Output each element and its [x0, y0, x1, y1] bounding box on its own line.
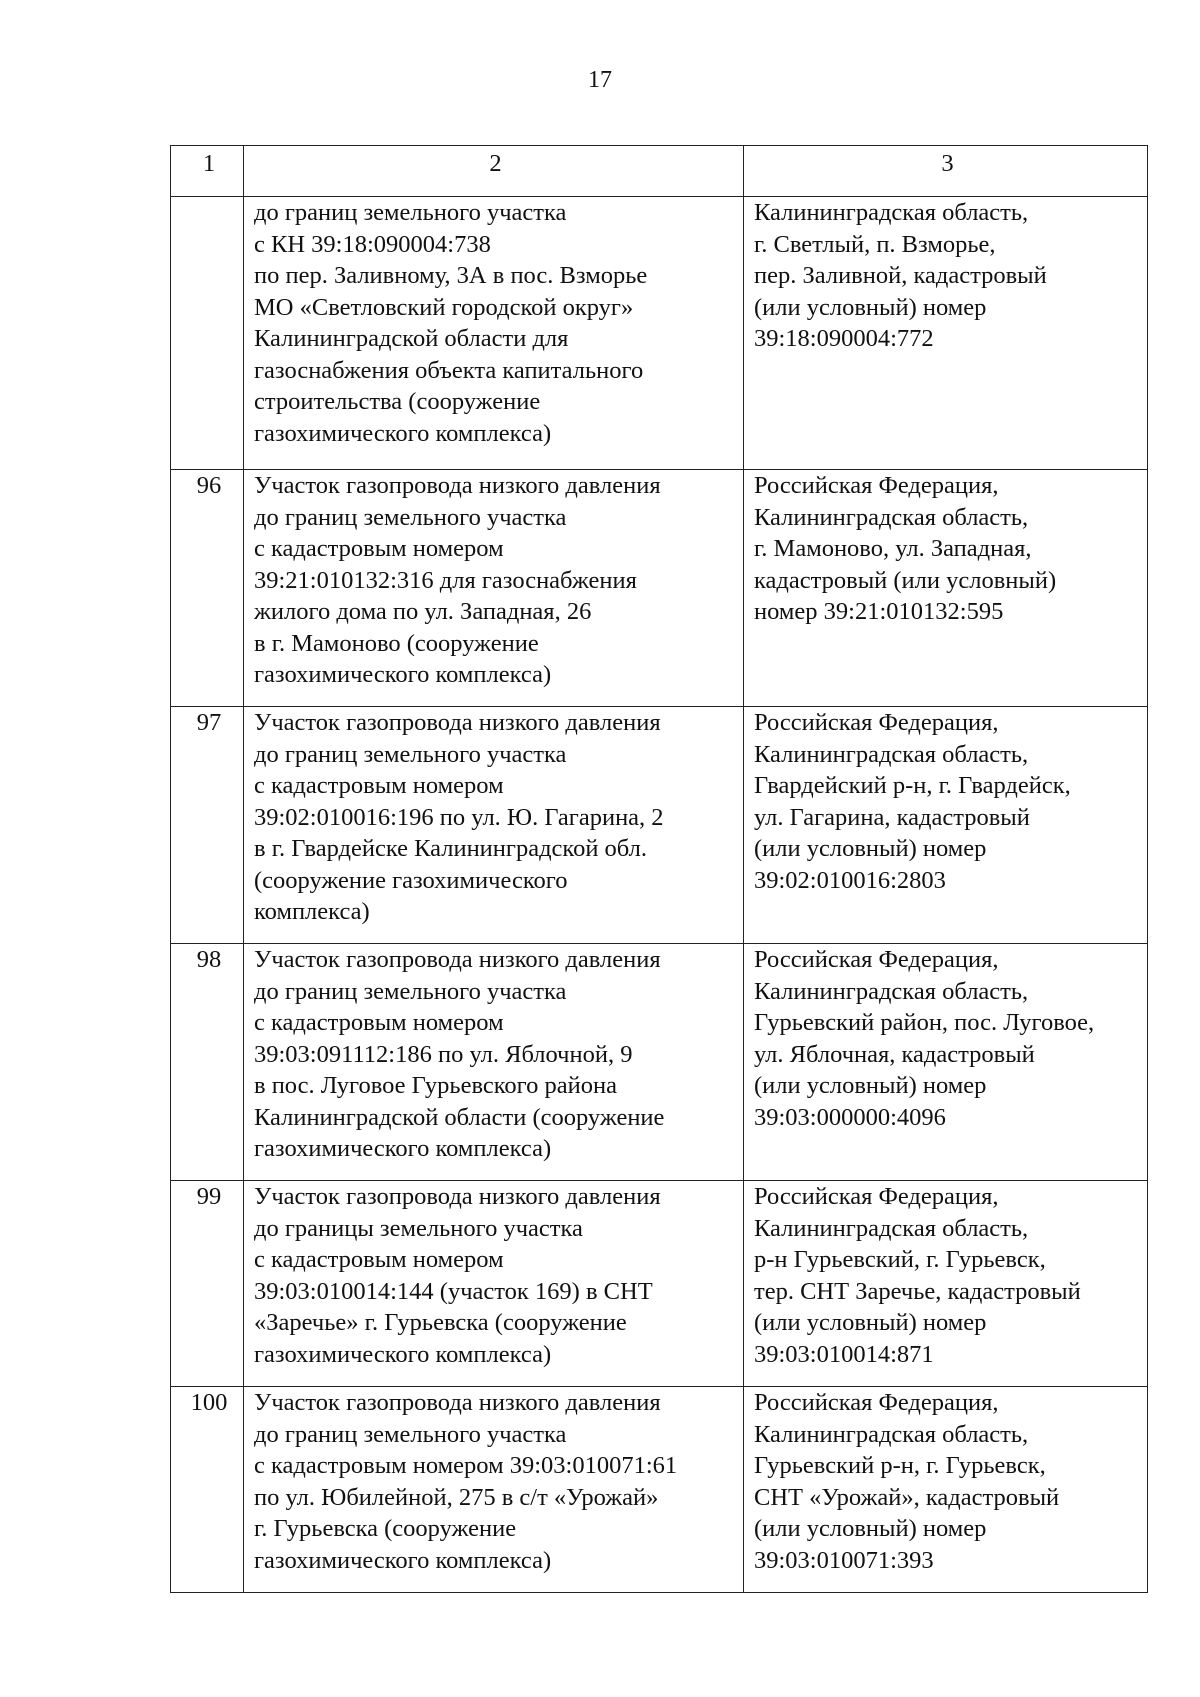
description-line: Участок газопровода низкого давления — [254, 1389, 661, 1416]
description-line: до границ земельного участка — [254, 199, 567, 226]
row-number — [171, 197, 244, 470]
description-line: Участок газопровода низкого давления — [254, 472, 661, 499]
header-cell-3: 3 — [744, 146, 1148, 197]
row-location — [744, 1181, 1148, 1387]
description-line: 39:02:010016:196 по ул. Ю. Гагарина, 2 — [254, 803, 664, 831]
location-line: г. Мамоново, ул. Западная, — [754, 535, 1032, 562]
location-line: (или условный) номер — [754, 835, 987, 862]
description-line: до границ земельного участка — [254, 977, 567, 1005]
description-line: в г. Мамоново (сооружение — [254, 629, 539, 657]
description-line: с КН 39:18:090004:738 — [254, 230, 491, 258]
location-line: Российская Федерация, — [754, 1183, 999, 1210]
location-line: Калининградская область, — [754, 1420, 1029, 1448]
description-line: строительства (сооружение — [254, 388, 541, 415]
table-row — [171, 707, 1148, 944]
location-line: ул. Яблочная, кадастровый — [754, 1040, 1035, 1068]
table-row — [171, 944, 1148, 1181]
description-line: г. Гурьевска (сооружение — [254, 1515, 517, 1542]
row-description — [244, 707, 744, 944]
description-line: с кадастровым номером — [254, 1246, 504, 1273]
description-line: до границ земельного участка — [254, 740, 567, 768]
location-line: Гурьевский р-н, г. Гурьевск, — [754, 1452, 1046, 1479]
location-line: (или условный) номер — [754, 1309, 987, 1336]
description-line: по ул. Юбилейной, 275 в с/т «Урожай» — [254, 1483, 659, 1511]
row-location — [744, 470, 1148, 707]
table-row — [171, 1387, 1148, 1593]
location-line: р-н Гурьевский, г. Гурьевск, — [754, 1246, 1046, 1273]
table-header-row — [171, 146, 1148, 197]
location-line: Гвардейский р-н, г. Гвардейск, — [754, 772, 1071, 799]
location-line: (или условный) номер — [754, 293, 987, 321]
description-line: газохимического комплекса) — [254, 1546, 552, 1574]
description-line: газохимического комплекса) — [254, 661, 552, 688]
description-line: до границы земельного участка — [254, 1214, 583, 1242]
row-number: 100 — [171, 1387, 244, 1593]
location-line: Российская Федерация, — [754, 709, 999, 736]
description-line: Участок газопровода низкого давления — [254, 709, 661, 736]
description-line: до границ земельного участка — [254, 1420, 567, 1448]
location-line: Калининградская область, — [754, 740, 1029, 768]
location-line: Калининградская область, — [754, 1214, 1029, 1242]
row-description — [244, 1181, 744, 1387]
row-location — [744, 944, 1148, 1181]
location-line: 39:02:010016:2803 — [754, 866, 946, 894]
row-location — [744, 1387, 1148, 1593]
row-description — [244, 197, 744, 470]
row-number: 99 — [171, 1181, 244, 1387]
header-cell-2: 2 — [244, 146, 744, 197]
registry-table — [170, 145, 1148, 1593]
description-line: до границ земельного участка — [254, 503, 567, 531]
row-location — [744, 707, 1148, 944]
location-line: 39:18:090004:772 — [754, 325, 934, 352]
row-location — [744, 197, 1148, 470]
location-line: тер. СНТ Заречье, кадастровый — [754, 1277, 1081, 1305]
description-line: газохимического комплекса) — [254, 1135, 552, 1162]
description-line: «Заречье» г. Гурьевска (сооружение — [254, 1309, 627, 1336]
location-line: ул. Гагарина, кадастровый — [754, 803, 1030, 831]
description-line: жилого дома по ул. Западная, 26 — [254, 598, 592, 625]
description-line: Участок газопровода низкого давления — [254, 1183, 661, 1210]
description-line: газоснабжения объекта капитального — [254, 356, 644, 384]
description-line: 39:03:091112:186 по ул. Яблочной, 9 — [254, 1040, 633, 1068]
location-line: Российская Федерация, — [754, 1389, 999, 1416]
location-line: кадастровый (или условный) — [754, 566, 1057, 594]
description-line: Калининградской области (сооружение — [254, 1103, 665, 1131]
location-line: 39:03:010071:393 — [754, 1546, 934, 1574]
header-cell-1: 1 — [171, 146, 244, 197]
location-line: (или условный) номер — [754, 1515, 987, 1542]
location-line: Российская Федерация, — [754, 946, 999, 973]
description-line: с кадастровым номером — [254, 1009, 504, 1036]
location-line: Калининградская область, — [754, 503, 1029, 531]
description-line: 39:03:010014:144 (участок 169) в СНТ — [254, 1277, 653, 1305]
table-row — [171, 470, 1148, 707]
table-row — [171, 197, 1148, 470]
description-line: в пос. Луговое Гурьевского района — [254, 1072, 617, 1099]
location-line: (или условный) номер — [754, 1072, 987, 1099]
description-line: Участок газопровода низкого давления — [254, 946, 661, 973]
row-description — [244, 470, 744, 707]
location-line: 39:03:010014:871 — [754, 1340, 934, 1368]
location-line: Гурьевский район, пос. Луговое, — [754, 1009, 1095, 1036]
description-line: с кадастровым номером 39:03:010071:61 — [254, 1452, 678, 1479]
location-line: Калининградская область, — [754, 977, 1029, 1005]
location-line: пер. Заливной, кадастровый — [754, 262, 1047, 289]
location-line: СНТ «Урожай», кадастровый — [754, 1483, 1060, 1511]
row-description — [244, 1387, 744, 1593]
row-description — [244, 944, 744, 1181]
description-line: с кадастровым номером — [254, 772, 504, 799]
location-line: Российская Федерация, — [754, 472, 999, 499]
description-line: МО «Светловский городской округ» — [254, 293, 634, 321]
description-line: по пер. Заливному, 3А в пос. Взморье — [254, 262, 648, 289]
description-line: 39:21:010132:316 для газоснабжения — [254, 566, 637, 594]
description-line: (сооружение газохимического — [254, 866, 568, 894]
description-line: газохимического комплекса) — [254, 1340, 552, 1368]
location-line: номер 39:21:010132:595 — [754, 598, 1004, 625]
page-number: 17 — [588, 67, 612, 93]
table-row — [171, 1181, 1148, 1387]
location-line: г. Светлый, п. Взморье, — [754, 230, 996, 258]
row-number: 96 — [171, 470, 244, 707]
row-number: 98 — [171, 944, 244, 1181]
description-line: Калининградской области для — [254, 325, 569, 352]
row-number: 97 — [171, 707, 244, 944]
description-line: с кадастровым номером — [254, 535, 504, 562]
description-line: газохимического комплекса) — [254, 419, 552, 447]
description-line: комплекса) — [254, 898, 370, 925]
description-line: в г. Гвардейске Калининградской обл. — [254, 835, 648, 862]
location-line: Калининградская область, — [754, 199, 1029, 226]
location-line: 39:03:000000:4096 — [754, 1103, 946, 1131]
